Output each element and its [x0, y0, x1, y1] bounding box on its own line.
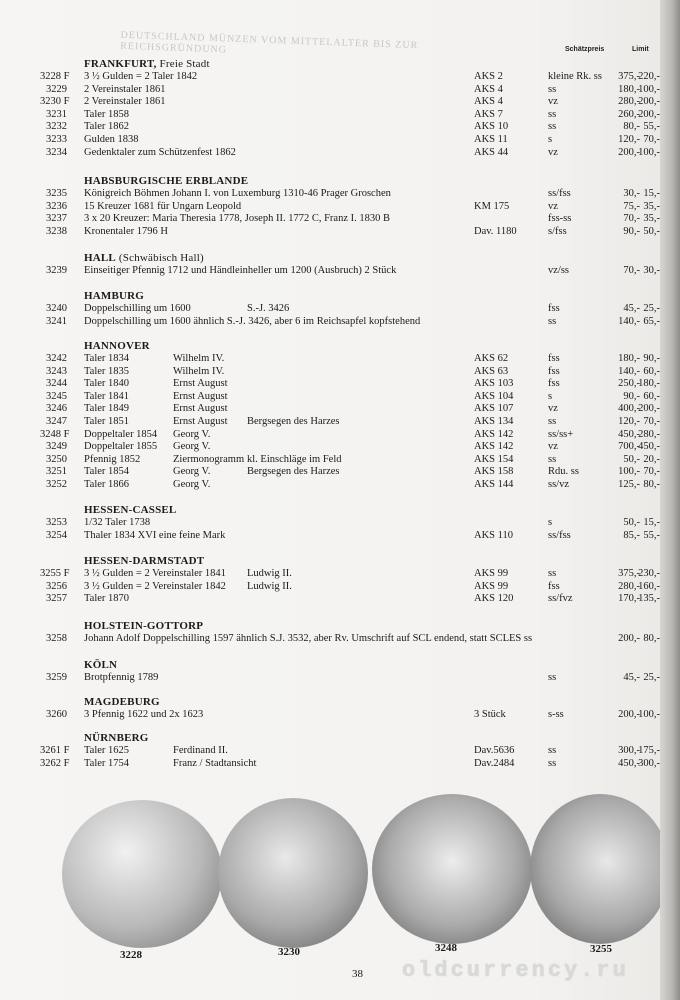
section-title: HABSBURGISCHE ERBLANDE: [84, 175, 249, 187]
lot-number: 3239: [46, 265, 67, 276]
lot-estimate: 450,-: [618, 757, 640, 769]
lot-limit: 200,-: [638, 96, 660, 108]
lot-ruler: Ernst August: [173, 416, 228, 427]
lot-row: [0, 517, 660, 529]
lot-estimate: 200,-: [618, 633, 640, 644]
section-heading: [84, 175, 248, 187]
lot-row: [0, 479, 660, 491]
lot-row: [0, 581, 660, 593]
lot-row: [0, 109, 660, 121]
section-heading: [84, 340, 150, 352]
lot-ruler: Ferdinand II.: [173, 745, 228, 756]
lot-number: 3247: [46, 416, 67, 427]
lot-description: Taler 1858: [84, 108, 130, 120]
lot-reference: AKS 104: [474, 390, 514, 402]
lot-limit: 175,-: [638, 745, 660, 756]
header-estimate: Schätzpreis: [565, 46, 605, 53]
lot-estimate: 200,-: [618, 146, 640, 158]
lot-row: [0, 226, 660, 238]
page-number: 38: [352, 968, 363, 980]
lot-row: [0, 391, 660, 403]
lot-estimate: 450,-: [618, 428, 640, 440]
lot-number: 3252: [46, 479, 67, 490]
lot-grade: fss: [548, 580, 560, 592]
lot-description: 3 x 20 Kreuzer: Maria Theresia 1778, Joseph II. 1772 C, Franz I. 1830 B: [84, 213, 390, 225]
lot-description: 3 ½ Gulden = 2 Vereinstaler 1841: [84, 568, 226, 579]
lot-grade: ss: [548, 108, 557, 120]
lot-reference: AKS 103: [474, 378, 514, 390]
lot-description: Gedenktaler zum Schützenfest 1862: [84, 146, 236, 158]
lot-description: 2 Vereinstaler 1861: [84, 83, 166, 95]
lot-estimate: 120,-: [618, 416, 640, 427]
lot-estimate: 45,-: [623, 303, 640, 314]
lot-description: Kronentaler 1796 H: [84, 225, 168, 237]
lot-number: 3251: [46, 466, 67, 478]
lot-number: 3262 F: [40, 757, 70, 769]
coin-label-3248: 3248: [435, 942, 457, 954]
lot-description: Doppeltaler 1855: [84, 441, 158, 453]
lot-grade: ss/fss: [548, 188, 571, 199]
lot-description: 3 ½ Gulden = 2 Vereinstaler 1842: [84, 580, 226, 592]
section-title: HALL: [84, 252, 116, 264]
lot-grade: fss-ss: [548, 213, 572, 225]
lot-description: Einseitiger Pfennig 1712 und Händleinheller um 1200 (Ausbruch) 2 Stück: [84, 265, 397, 276]
lot-limit: 100,-: [638, 709, 660, 720]
lot-description: Taler 1835: [84, 365, 130, 377]
lot-limit: 100,-: [638, 146, 660, 158]
lot-estimate: 170,-: [618, 593, 640, 605]
lot-grade: ss: [548, 453, 557, 465]
lot-ruler: Georg V.: [173, 466, 211, 478]
lot-reference: AKS 142: [474, 441, 514, 453]
lot-limit: 220,-: [638, 71, 660, 82]
lot-estimate: 375,-: [618, 568, 640, 579]
lot-row: [0, 378, 660, 390]
lot-description: 3 ½ Gulden = 2 Taler 1842: [84, 71, 198, 82]
lot-estimate: 375,-: [618, 71, 640, 82]
lot-description: Doppelschilling um 1600: [84, 303, 191, 314]
section-subtitle: Freie Stadt: [156, 58, 210, 70]
lot-number: 3241: [46, 315, 67, 327]
lot-number: 3229: [46, 83, 67, 95]
lot-reference: KM 175: [474, 200, 510, 212]
lot-limit: 200,-: [638, 403, 660, 415]
lot-number: 3234: [46, 146, 67, 158]
lot-grade: vz: [548, 200, 558, 212]
lot-grade: vz: [548, 96, 558, 108]
lot-grade: ss/fvz: [548, 593, 573, 605]
lot-reference: AKS 7: [474, 108, 503, 120]
book-spine: [660, 0, 680, 1000]
lot-estimate: 70,-: [623, 213, 640, 225]
lot-number: 3243: [46, 365, 67, 377]
lot-ruler: Georg V.: [173, 428, 211, 440]
lot-note: Bergsegen des Harzes: [247, 416, 340, 427]
lot-estimate: 180,-: [618, 353, 640, 364]
lot-description: Johann Adolf Doppelschilling 1597 ähnlich S.J. 3532, aber Rv. Umschrift auf SCL endend, statt SCLES ss: [84, 633, 533, 644]
lot-grade: kleine Rk. ss: [548, 71, 602, 82]
header-limit: Limit: [632, 46, 649, 53]
lot-number: 3240: [46, 303, 67, 314]
lot-limit: 100,-: [638, 83, 660, 95]
lot-row: [0, 303, 660, 315]
lot-limit: 450,-: [638, 441, 660, 453]
lot-number: 3230 F: [40, 96, 70, 108]
lot-row: [0, 530, 660, 542]
lot-number: 3235: [46, 188, 67, 199]
lot-description: 15 Kreuzer 1681 für Ungarn Leopold: [84, 200, 242, 212]
lot-row: [0, 454, 660, 466]
bleed-through-text: DEUTSCHLAND MÜNZEN VOM MITTELALTER BIS ZUR REICHSGRÜNDUNG: [120, 29, 419, 56]
lot-estimate: 100,-: [618, 466, 640, 478]
lot-grade: Rdu. ss: [548, 466, 579, 478]
section-heading: [84, 252, 204, 264]
lot-number: 3237: [46, 213, 67, 225]
lot-number: 3249: [46, 441, 67, 453]
section-heading: [84, 659, 117, 671]
lot-estimate: 80,-: [623, 121, 640, 133]
section-subtitle: (Schwäbisch Hall): [115, 252, 204, 264]
lot-reference: AKS 99: [474, 580, 509, 592]
lot-grade: s: [548, 390, 553, 402]
lot-row: [0, 134, 660, 146]
lot-number: 3258: [46, 633, 67, 644]
lot-grade: fss: [548, 303, 560, 314]
lot-grade: ss: [548, 121, 557, 133]
lot-reference: AKS 110: [474, 529, 513, 541]
lot-estimate: 90,-: [623, 225, 640, 237]
lot-limit: 15,-: [643, 188, 660, 199]
lot-number: 3231: [46, 108, 67, 120]
lot-estimate: 260,-: [618, 108, 640, 120]
lot-reference: AKS 2: [474, 71, 503, 82]
lot-reference: AKS 134: [474, 416, 514, 427]
lot-limit: 55,-: [643, 121, 660, 133]
lot-limit: 180,-: [638, 378, 660, 390]
lot-ruler: Franz / Stadtansicht: [173, 757, 257, 769]
lot-reference: AKS 158: [474, 466, 514, 478]
lot-reference: AKS 144: [474, 479, 514, 490]
lot-ruler: Ernst August: [173, 378, 228, 390]
lot-description: Taler 1754: [84, 757, 130, 769]
lot-reference: AKS 63: [474, 365, 509, 377]
lot-grade: ss/vz: [548, 479, 569, 490]
lot-limit: 230,-: [638, 568, 660, 579]
lot-estimate: 200,-: [618, 709, 640, 720]
lot-number: 3253: [46, 517, 67, 528]
lot-description: Taler 1840: [84, 378, 130, 390]
lot-grade: vz: [548, 146, 558, 158]
lot-grade: ss/fss: [548, 529, 571, 541]
lot-row: [0, 213, 660, 225]
lot-row: [0, 96, 660, 108]
lot-limit: 135,-: [638, 593, 660, 605]
lot-number: 3261 F: [40, 745, 70, 756]
lot-limit: 15,-: [643, 517, 660, 528]
section-title: HOLSTEIN-GOTTORP: [84, 620, 204, 632]
lot-limit: 90,-: [643, 353, 660, 364]
lot-row: [0, 188, 660, 200]
section-title: HAMBURG: [84, 290, 145, 302]
lot-reference: AKS 142: [474, 428, 514, 440]
lot-description: Taler 1866: [84, 479, 130, 490]
lot-grade: s: [548, 517, 553, 528]
lot-limit: 60,-: [643, 365, 660, 377]
section-title: HESSEN-DARMSTADT: [84, 555, 205, 567]
lot-number: 3246: [46, 403, 67, 415]
lot-description: 3 Pfennig 1622 und 2x 1623: [84, 709, 204, 720]
lot-limit: 20,-: [643, 453, 660, 465]
lot-row: [0, 265, 660, 277]
lot-limit: 160,-: [638, 580, 660, 592]
lot-estimate: 125,-: [618, 479, 640, 490]
lot-row: [0, 366, 660, 378]
section-heading: [84, 290, 144, 302]
lot-row: [0, 403, 660, 415]
section-title: KÖLN: [84, 659, 118, 671]
lot-number: 3245: [46, 390, 67, 402]
lot-number: 3254: [46, 529, 67, 541]
lot-grade: s: [548, 134, 553, 145]
lot-number: 3257: [46, 593, 67, 605]
lot-estimate: 280,-: [618, 96, 640, 108]
lot-row: [0, 568, 660, 580]
lot-description: Gulden 1838: [84, 134, 139, 145]
lot-note: Ludwig II.: [247, 580, 292, 592]
section-heading: [84, 58, 210, 70]
watermark: oldcurrency.ru: [402, 958, 629, 983]
lot-grade: ss: [548, 757, 557, 769]
lot-reference: AKS 10: [474, 121, 509, 133]
lot-estimate: 140,-: [618, 315, 640, 327]
lot-note: Bergsegen des Harzes: [247, 466, 340, 478]
section-title: HESSEN-CASSEL: [84, 504, 177, 516]
lot-limit: 35,-: [643, 213, 660, 225]
lot-estimate: 50,-: [623, 453, 640, 465]
lot-grade: fss: [548, 378, 560, 390]
lot-estimate: 50,-: [623, 517, 640, 528]
lot-number: 3232: [46, 121, 67, 133]
lot-description: Brotpfennig 1789: [84, 672, 159, 683]
section-heading: [84, 504, 176, 516]
lot-description: 2 Vereinstaler 1861: [84, 96, 166, 108]
lot-row: [0, 672, 660, 684]
lot-description: Taler 1870: [84, 593, 130, 605]
lot-limit: 70,-: [643, 134, 660, 145]
lot-reference: 3 Stück: [474, 709, 506, 720]
lot-limit: 60,-: [643, 390, 660, 402]
lot-reference: AKS 4: [474, 96, 503, 108]
coin-label-3255: 3255: [590, 943, 612, 955]
lot-number: 3250: [46, 453, 67, 465]
lot-description: Doppeltaler 1854: [84, 428, 158, 440]
lot-grade: ss: [548, 83, 557, 95]
lot-estimate: 85,-: [623, 529, 640, 541]
lot-limit: 50,-: [643, 225, 660, 237]
lot-estimate: 400,-: [618, 403, 640, 415]
lot-reference: Dav.5636: [474, 745, 515, 756]
lot-row: [0, 147, 660, 159]
lot-ruler: Ernst August: [173, 403, 228, 415]
lot-row: [0, 466, 660, 478]
lot-estimate: 70,-: [623, 265, 640, 276]
lot-description: Taler 1625: [84, 745, 130, 756]
lot-row: [0, 84, 660, 96]
section-title: MAGDEBURG: [84, 696, 160, 708]
lot-row: [0, 709, 660, 721]
lot-description: Taler 1849: [84, 403, 130, 415]
lot-description: Taler 1851: [84, 416, 130, 427]
lot-row: [0, 441, 660, 453]
lot-estimate: 250,-: [618, 378, 640, 390]
lot-grade: ss: [548, 672, 557, 683]
lot-limit: 80,-: [643, 479, 660, 490]
lot-description: Thaler 1834 XVI eine feine Mark: [84, 529, 226, 541]
lot-number: 3233: [46, 134, 67, 145]
lot-grade: vz/ss: [548, 265, 569, 276]
lot-description: Taler 1862: [84, 121, 130, 133]
lot-grade: ss: [548, 745, 557, 756]
lot-ruler: Ernst August: [173, 390, 228, 402]
lot-note: Ludwig II.: [247, 568, 292, 579]
lot-limit: 200,-: [638, 108, 660, 120]
lot-number: 3244: [46, 378, 67, 390]
lot-estimate: 120,-: [618, 134, 640, 145]
lot-grade: s/fss: [548, 225, 567, 237]
lot-grade: fss: [548, 365, 560, 377]
lot-description: Königreich Böhmen Johann I. von Luxemburg 1310-46 Prager Groschen: [84, 188, 391, 199]
section-heading: [84, 555, 204, 567]
lot-ruler: Wilhelm IV.: [173, 353, 225, 364]
lot-grade: s-ss: [548, 709, 564, 720]
lot-limit: 55,-: [643, 529, 660, 541]
lot-row: [0, 429, 660, 441]
lot-row: [0, 758, 660, 770]
lot-limit: 70,-: [643, 466, 660, 478]
lot-description: Pfennig 1852: [84, 453, 141, 465]
lot-row: [0, 745, 660, 757]
lot-number: 3238: [46, 225, 67, 237]
lot-estimate: 30,-: [623, 188, 640, 199]
lot-estimate: 75,-: [623, 200, 640, 212]
lot-grade: vz: [548, 403, 558, 415]
lot-grade: ss: [548, 416, 557, 427]
lot-note: kl. Einschläge im Feld: [247, 453, 342, 465]
coin-label-3228: 3228: [120, 949, 142, 961]
lot-row: [0, 416, 660, 428]
lot-row: [0, 71, 660, 83]
lot-estimate: 300,-: [618, 745, 640, 756]
section-title: NÜRNBERG: [84, 732, 149, 744]
lot-ruler: Georg V.: [173, 479, 211, 490]
lot-grade: fss: [548, 353, 560, 364]
lot-reference: Dav.2484: [474, 757, 515, 769]
lot-ruler: Wilhelm IV.: [173, 365, 225, 377]
lot-limit: 25,-: [643, 672, 660, 683]
lot-reference: AKS 4: [474, 83, 503, 95]
lot-estimate: 45,-: [623, 672, 640, 683]
lot-estimate: 700,-: [618, 441, 640, 453]
lot-reference: Dav. 1180: [474, 225, 517, 237]
lot-description: Doppelschilling um 1600 ähnlich S.-J. 3426, aber 6 im Reichsapfel kopfstehend: [84, 315, 421, 327]
lot-number: 3260: [46, 709, 67, 720]
lot-number: 3236: [46, 200, 67, 212]
section-title: HANNOVER: [84, 340, 150, 352]
section-heading: [84, 696, 160, 708]
lot-limit: 65,-: [643, 315, 660, 327]
lot-reference: AKS 154: [474, 453, 514, 465]
lot-ruler: Georg V.: [173, 441, 211, 453]
lot-limit: 70,-: [643, 416, 660, 427]
lot-note: S.-J. 3426: [247, 303, 290, 314]
lot-limit: 35,-: [643, 200, 660, 212]
lot-estimate: 90,-: [623, 390, 640, 402]
lot-row: [0, 121, 660, 133]
lot-row: [0, 353, 660, 365]
lot-row: [0, 593, 660, 605]
lot-reference: AKS 44: [474, 146, 509, 158]
lot-grade: ss/ss+: [548, 428, 574, 440]
lot-description: Taler 1854: [84, 466, 130, 478]
lot-number: 3256: [46, 580, 67, 592]
lot-estimate: 280,-: [618, 580, 640, 592]
lot-number: 3259: [46, 672, 67, 683]
lot-description: Taler 1834: [84, 353, 130, 364]
lot-ruler: Ziermonogramm: [173, 453, 245, 465]
lot-number: 3248 F: [40, 428, 70, 440]
lot-grade: vz: [548, 441, 558, 453]
lot-limit: 30,-: [643, 265, 660, 276]
lot-row: [0, 633, 660, 645]
lot-description: Taler 1841: [84, 390, 130, 402]
lot-limit: 25,-: [643, 303, 660, 314]
lot-number: 3242: [46, 353, 67, 364]
lot-grade: ss: [548, 315, 557, 327]
lot-number: 3255 F: [40, 568, 70, 579]
lot-number: 3228 F: [40, 71, 70, 82]
lot-limit: 280,-: [638, 428, 660, 440]
lot-reference: AKS 62: [474, 353, 509, 364]
lot-reference: AKS 120: [474, 593, 514, 605]
lot-row: [0, 316, 660, 328]
coin-relief-overlay: [0, 790, 660, 960]
section-heading: [84, 620, 203, 632]
lot-grade: ss: [548, 568, 557, 579]
section-heading: [84, 732, 149, 744]
lot-limit: 300,-: [638, 757, 660, 769]
lot-estimate: 180,-: [618, 83, 640, 95]
coin-label-3230: 3230: [278, 946, 300, 958]
section-title: FRANKFURT,: [84, 58, 157, 70]
lot-reference: AKS 107: [474, 403, 514, 415]
lot-description: 1/32 Taler 1738: [84, 517, 151, 528]
lot-reference: AKS 11: [474, 134, 508, 145]
lot-limit: 80,-: [643, 633, 660, 644]
lot-reference: AKS 99: [474, 568, 509, 579]
lot-row: [0, 201, 660, 213]
lot-estimate: 140,-: [618, 365, 640, 377]
